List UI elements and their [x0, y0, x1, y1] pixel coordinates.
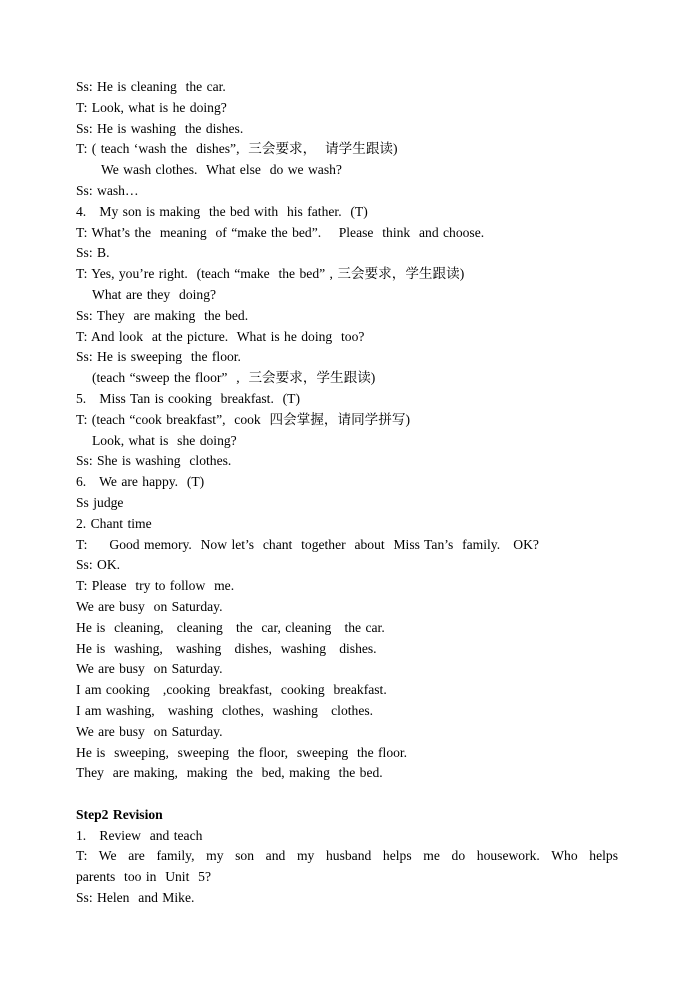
text-line: 6. We are happy. (T)	[76, 474, 205, 490]
text-line: 1. Review and teach	[76, 827, 203, 843]
text-line: Ss judge	[76, 494, 124, 510]
text-line: Ss: OK.	[76, 557, 121, 573]
chant-line: I am washing, washing clothes, washing clothes.	[76, 702, 374, 718]
text-line: Ss: He is washing the dishes.	[76, 120, 244, 136]
chant-line: He is sweeping, sweeping the floor, sweeping the floor.	[76, 744, 408, 760]
text-line: T: And look at the picture. What is he doing too?	[76, 328, 365, 344]
text-line: 4. My son is making the bed with his father. (T)	[76, 203, 368, 219]
text-line: T: Yes, you’re right. (teach “make the bed” , 三会要求，学生跟读)	[76, 266, 465, 282]
text-line: Ss: He is cleaning the car.	[76, 79, 226, 94]
text-line: T: We are family, my son and my husband helps me do housework. Who helps	[76, 848, 618, 864]
text-line: Ss: He is sweeping the floor.	[76, 349, 241, 365]
chant-line: We are busy on Saturday.	[76, 598, 223, 614]
chant-line: We are busy on Saturday.	[76, 661, 223, 677]
text-line: T: (teach “cook breakfast”, cook 四会掌握，请同学拼写)	[76, 411, 410, 427]
document-page	[76, 77, 618, 909]
chant-line: We are busy on Saturday.	[76, 723, 223, 739]
section-heading: Step2 Revision	[76, 806, 163, 822]
chant-line: He is washing, washing dishes, washing dishes.	[76, 640, 377, 656]
text-line: T: Please try to follow me.	[76, 578, 235, 594]
text-line: Ss: wash…	[76, 182, 139, 198]
text-line: What are they doing?	[92, 286, 217, 302]
text-line: Ss: She is washing clothes.	[76, 453, 232, 469]
text-line: We wash clothes. What else do we wash?	[101, 162, 342, 178]
chant-line: He is cleaning, cleaning the car, cleaning the car.	[76, 619, 385, 635]
text-line: Ss: B.	[76, 245, 110, 261]
chant-line: I am cooking ,cooking breakfast, cooking breakfast.	[76, 682, 387, 698]
text-line: (teach “sweep the floor” , 三会要求，学生跟读)	[92, 370, 376, 386]
text-line: Ss: Helen and Mike.	[76, 890, 195, 906]
text-line: 5. Miss Tan is cooking breakfast. (T)	[76, 390, 300, 406]
text-line: Ss: They are making the bed.	[76, 307, 249, 323]
text-line: Look, what is she doing?	[92, 432, 237, 448]
text-line: T: Look, what is he doing?	[76, 99, 227, 115]
text-line: parents too in Unit 5?	[76, 869, 211, 885]
text-line: T: ( teach ‘wash the dishes”, 三会要求， 请学生跟读)	[76, 141, 398, 157]
blank-line	[76, 784, 618, 805]
text-line: T: Good memory. Now let’s chant together about Miss Tan’s family. OK?	[76, 536, 539, 552]
chant-line: They are making, making the bed, making the bed.	[76, 765, 383, 781]
text-line: 2. Chant time	[76, 515, 152, 531]
text-line: T: What’s the meaning of “make the bed”. Please think and choose.	[76, 224, 485, 240]
